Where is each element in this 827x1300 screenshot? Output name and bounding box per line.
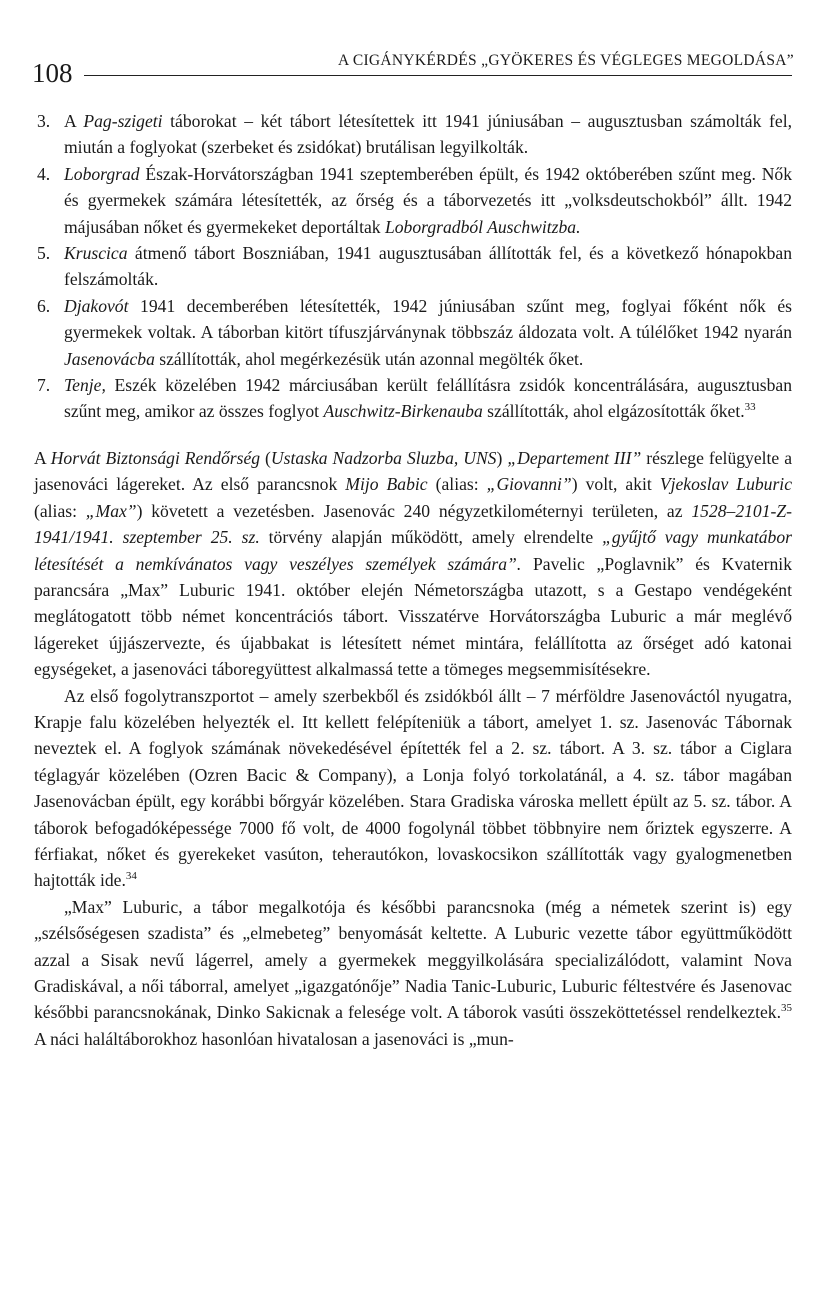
camp-list-item bbox=[37, 108, 792, 161]
text-run: Eszék közelében 1942 márciusában került felállításra zsidók koncentrálására, augusztusban szűnt meg, amikor az összes foglyot bbox=[64, 375, 792, 422]
camp-list-item bbox=[37, 293, 792, 372]
italic-text: Jasenovácba bbox=[64, 348, 155, 369]
paragraph bbox=[34, 683, 792, 894]
list-number: 7. bbox=[37, 375, 51, 396]
paragraph bbox=[34, 445, 792, 683]
italic-text: Kruscica bbox=[64, 243, 128, 264]
text-run: szállították, ahol elgázosították őket. bbox=[482, 401, 745, 422]
italic-text: Loborgradból Auschwitzba. bbox=[384, 216, 581, 237]
text-run: „Max” Luburic, a tábor megalkotója és későbbi parancsnoka (még a németek szerint is) egy „szélsőségesen szadista” és „elmebeteg” benyomását keltette. A Luburic vezette tábor együttműködött azzal a Sisak nevű lágerrel, amely a gyermekek meggyilkolására specializálódott, valamint Nova Gradiskával, a női táborral, amelyet „igazgatónője” Nadia Tanic-Luburic, Luburic féltestvére és Jasenovac későbbi parancsnokának, Dinko Sakicnak a felesége volt. A táborok vasúti összeköttetéssel rendelkeztek. bbox=[34, 896, 792, 1023]
text-run: törvény alapján működött, amely elrendelte bbox=[259, 527, 603, 548]
text-run: részlege felügyelte a jasenováci lágereket. Az első parancsnok bbox=[34, 447, 793, 495]
list-number: 5. bbox=[37, 243, 51, 264]
paragraphs bbox=[34, 445, 792, 1052]
body-text bbox=[34, 108, 792, 1052]
italic-text: Ustaska Nadzorba Sluzba, UNS bbox=[270, 447, 497, 468]
text-run: A bbox=[34, 447, 51, 468]
italic-text: Tenje, bbox=[64, 375, 106, 396]
italic-text: „gyűjtő vagy munkatábor létesítését a nemkívánatos vagy veszélyes személyek számára”. bbox=[34, 527, 792, 574]
paragraph bbox=[34, 894, 792, 1052]
italic-text: Auschwitz-Birkenauba bbox=[323, 401, 483, 422]
italic-text: Vjekoslav Luburic bbox=[659, 474, 793, 495]
text-run: A bbox=[64, 111, 84, 131]
header-rule bbox=[84, 75, 792, 76]
camp-list bbox=[34, 108, 792, 425]
footnote-ref: 34 bbox=[125, 870, 137, 883]
text-run: Az első fogolytranszportot – amely szerbekből és zsidókból állt – 7 mérföldre Jasenováctól nyugatra, Krapje falu közelében helyezték el. Itt kellett felépíteniük a tábort, amelyet 1. sz. Jasenovác Tábornak neveztek el. A foglyok számának növekedésével építették fel a 2. sz. tábort. A 3. sz. tábor a Ciglara téglagyár közelében (Ozren Bacic & Company), a Lonja folyó torkolatánál, a 4. sz. tábor magában Jasenovácban épült, egy korábbi bőrgyár közelében. Stara Gradiska városka mellett épült az 5. sz. tábor. A táborok befogadóképessége 7000 fő volt, de 4000 fogolynál többet többnyire nem őriztek egyszerre. A férfiakat, nőket és gyerekeket vasúton, teherautókon, lovaskocsikon szállították vagy gyalogmenetben hajtották ide. bbox=[34, 685, 792, 891]
text-run: Észak-Horvátországban 1941 szeptemberében épült, és 1942 októberében szűnt meg. Nők és gyermekek számára létesítették, az őrség és a táborvezetés itt „volksdeutschokból” állt. 1942 májusában nőket és gyermekeket deportáltak bbox=[64, 163, 792, 237]
list-number: 4. bbox=[37, 163, 51, 184]
italic-text: Pag-szigeti bbox=[83, 111, 163, 131]
italic-text: Mijo Babic bbox=[345, 474, 428, 495]
list-number: 6. bbox=[37, 295, 51, 316]
text-run: ) követett a vezetésben. Jasenovác 240 négyzetkilométernyi területen, az bbox=[136, 500, 692, 521]
italic-text: 1528–2101-Z-1941/1941. szeptember 25. sz. bbox=[34, 500, 793, 548]
text-run: ) bbox=[496, 447, 508, 468]
italic-text: „Max” bbox=[85, 500, 137, 521]
running-title: A CIGÁNYKÉRDÉS „GYÖKERES ÉS VÉGLEGES MEGOLDÁSA” bbox=[338, 52, 794, 69]
text-run: (alias: bbox=[427, 474, 487, 495]
text-run: táborokat – két tábort létesítettek itt 1941 júniusában – augusztusban számolták fel, miután a foglyokat (szerbeket és zsidókat) brutálisan legyilkolták. bbox=[64, 111, 792, 158]
text-run: A náci haláltáborokhoz hasonlóan hivatalosan a jasenováci is „mun- bbox=[34, 1028, 514, 1049]
camp-list-item bbox=[37, 240, 792, 293]
italic-text: Loborgrad bbox=[64, 163, 140, 184]
italic-text: Horvát Biztonsági Rendőrség bbox=[50, 447, 261, 468]
camp-list-item bbox=[37, 372, 792, 425]
text-run: 1941 decemberében létesítették, 1942 júniusában szűnt meg, foglyai főként nők és gyermekek voltak. A táborban kitört tífuszjárványnak többszáz áldozata volt. A túlélőket 1942 nyarán bbox=[64, 295, 792, 343]
footnote-ref: 35 bbox=[781, 1002, 792, 1015]
page-header bbox=[32, 38, 794, 88]
page-number: 108 bbox=[32, 58, 73, 88]
footnote-ref: 33 bbox=[744, 401, 756, 414]
italic-text: „Departement III” bbox=[507, 447, 642, 468]
text-run: ( bbox=[260, 447, 271, 468]
italic-text: Djakovót bbox=[64, 295, 129, 316]
text-run: (alias: bbox=[34, 500, 86, 521]
list-number: 3. bbox=[37, 111, 51, 131]
camp-list-item bbox=[37, 161, 792, 240]
text-run: Pavelic „Poglavnik” és Kvaternik parancsára „Max” Luburic 1941. október elején Németországba utazott, s a Gestapo vendégeként meglátogatott több német koncentrációs tábort. Visszatérve Horvátországba Luburic a már meglévő lágereket újjászervezte, és újabbakat is létesített német mintára, felállította az őrséget adó katonai egységeket, a jasenováci táboregyüttest alkalmassá tette a tömeges megsemmisítésekre. bbox=[34, 553, 792, 680]
text-run: átmenő tábort Boszniában, 1941 augusztusában állították fel, és a következő hónapokban felszámolták. bbox=[64, 243, 792, 290]
text-run: ) volt, akit bbox=[571, 474, 660, 495]
italic-text: „Giovanni” bbox=[486, 474, 572, 495]
text-run: szállították, ahol megérkezésük után azonnal megölték őket. bbox=[154, 348, 584, 369]
